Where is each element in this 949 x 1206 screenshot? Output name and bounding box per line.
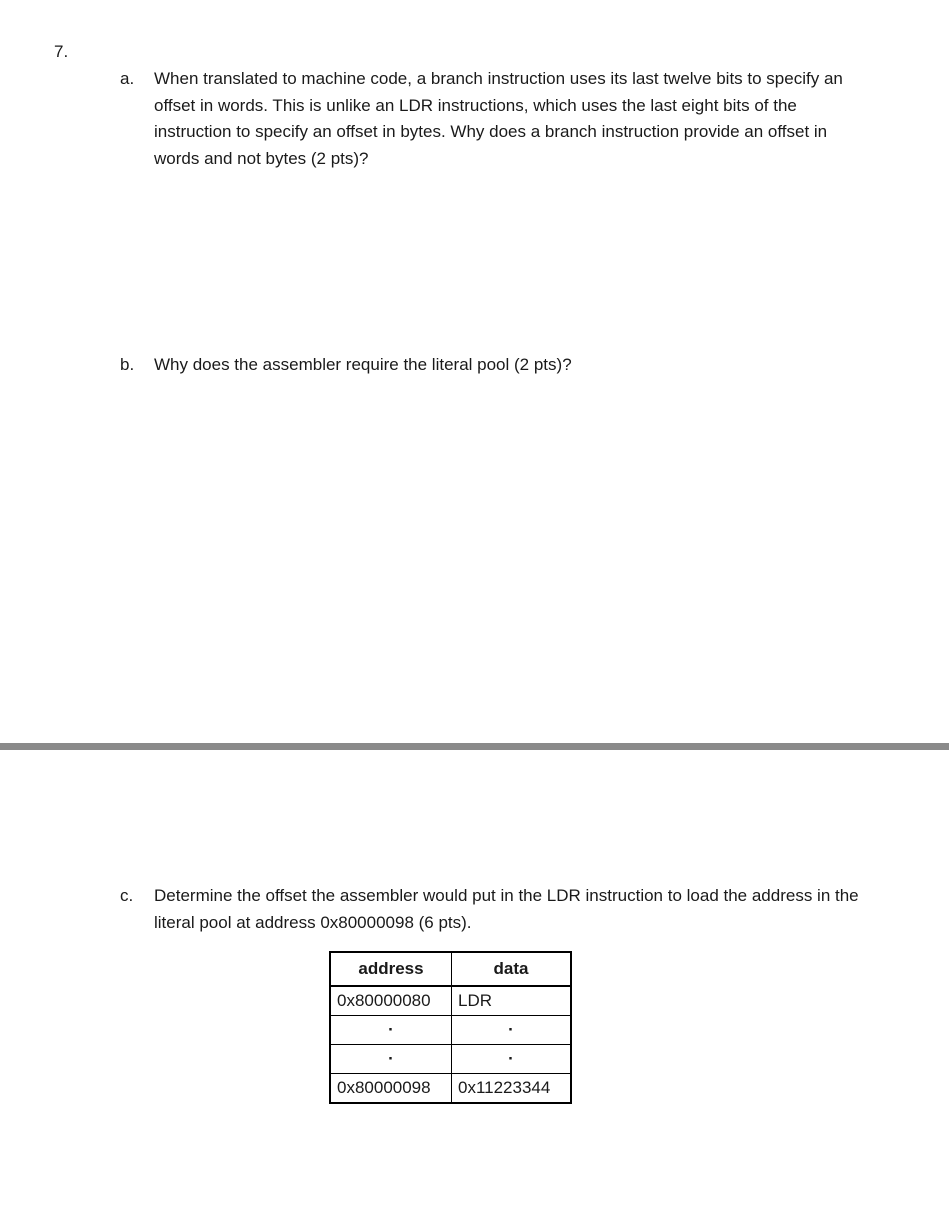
question-item-b <box>120 352 860 379</box>
ellipsis-dot: · <box>330 1045 452 1074</box>
column-header-data: data <box>452 952 572 986</box>
table-row <box>330 1016 571 1045</box>
page-divider <box>0 743 949 750</box>
question-item-c <box>120 883 890 936</box>
question-number: 7. <box>54 42 69 61</box>
address-cell: 0x80000080 <box>330 986 452 1016</box>
item-text: Determine the offset the assembler would put in the LDR instruction to load the address in the literal pool at address 0x80000098 (6 pts). <box>154 886 859 932</box>
ellipsis-dot: · <box>452 1016 572 1045</box>
ellipsis-dot: · <box>452 1045 572 1074</box>
item-text: Why does the assembler require the literal pool (2 pts)? <box>154 355 572 374</box>
address-cell: 0x80000098 <box>330 1074 452 1104</box>
table-row <box>330 986 571 1016</box>
table-row <box>330 1045 571 1074</box>
item-text: When translated to machine code, a branch instruction uses its last twelve bits to specify an offset in words. This is unlike an LDR instructions, which uses the last eight bits of the instruction to specify an offset in bytes. Why does a branch instruction provide an offset in words and not bytes (2 pts)? <box>154 69 843 168</box>
question-item-a <box>120 66 860 172</box>
ellipsis-dot: · <box>330 1016 452 1045</box>
memory-table <box>329 951 572 1104</box>
table-header-row <box>330 952 571 986</box>
data-cell: 0x11223344 <box>452 1074 572 1104</box>
data-cell: LDR <box>452 986 572 1016</box>
item-letter: a. <box>120 69 135 88</box>
item-letter: b. <box>120 355 135 374</box>
column-header-address: address <box>330 952 452 986</box>
item-letter: c. <box>120 886 134 905</box>
table-row <box>330 1074 571 1104</box>
